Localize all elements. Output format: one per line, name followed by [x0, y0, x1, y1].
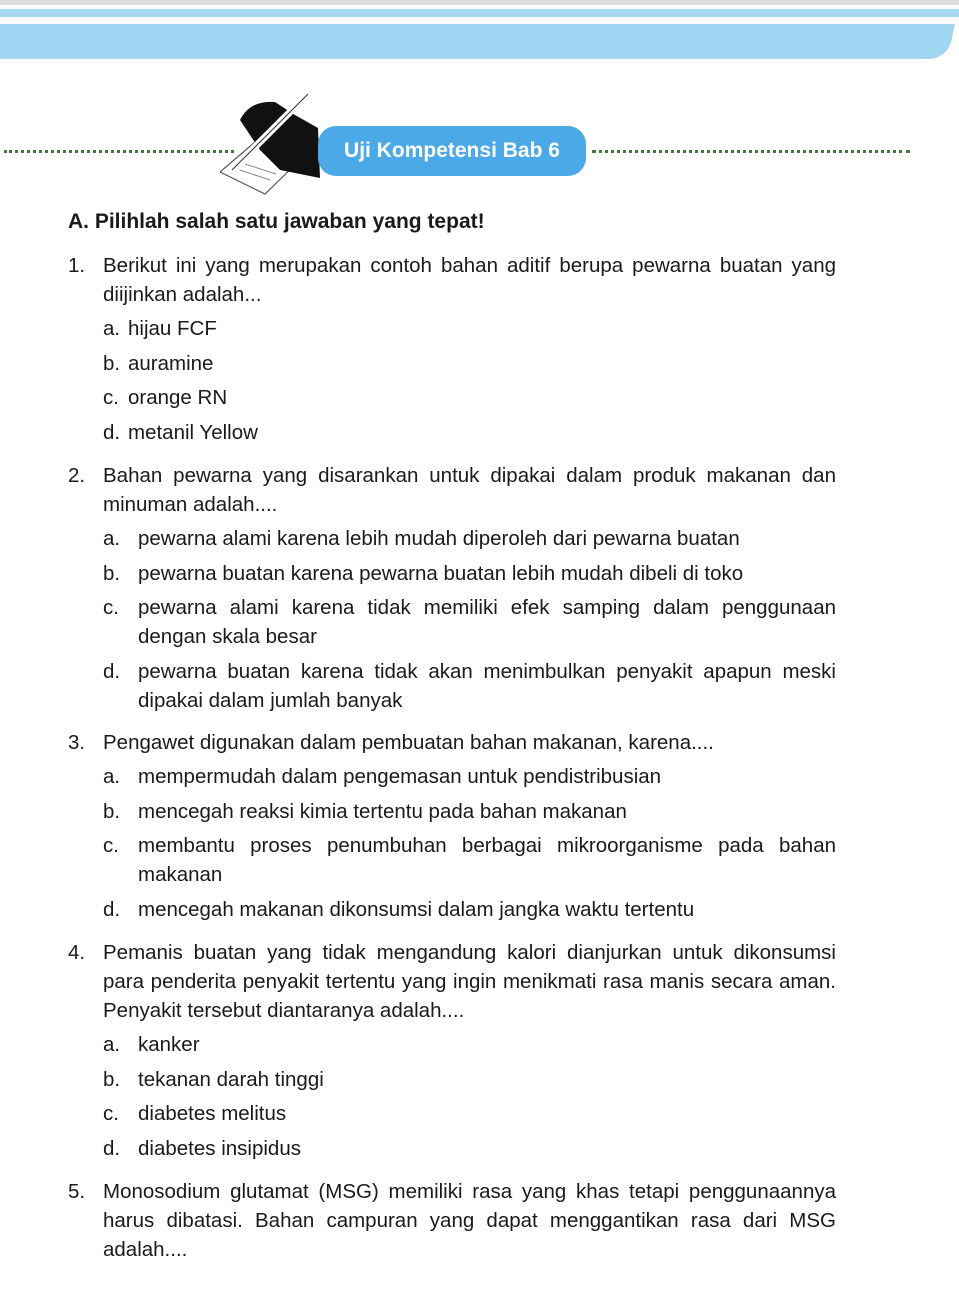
answer-option[interactable]	[103, 349, 836, 378]
question-4	[68, 938, 836, 1168]
hand-writing-icon	[220, 90, 330, 200]
section-heading: A. Pilihlah salah satu jawaban yang tepat!	[68, 210, 485, 233]
question-1	[68, 251, 836, 452]
dotted-divider-left	[4, 150, 234, 153]
question-text: Pemanis buatan yang tidak mengandung kalori dianjurkan untuk dikonsumsi para penderita penyakit tertentu yang ingin menikmati rasa manis secara aman. Penyakit tersebut diantaranya adalah....	[103, 941, 836, 1022]
option-text: mempermudah dalam pengemasan untuk pendistribusian	[138, 765, 662, 788]
answer-option[interactable]	[103, 657, 836, 715]
option-letter: d.	[103, 659, 121, 683]
question-number: 2.	[68, 464, 86, 487]
option-letter: b.	[103, 1067, 121, 1091]
dotted-divider-right	[592, 150, 910, 153]
answer-option[interactable]	[103, 524, 836, 553]
question-text: Monosodium glutamat (MSG) memiliki rasa yang khas tetapi penggunaannya harus dibatasi. Bahan campuran yang dapat menggantikan rasa dari MSG adalah....	[103, 1180, 836, 1261]
question-text: Bahan pewarna yang disarankan untuk dipakai dalam produk makanan dan minuman adalah....	[103, 464, 836, 516]
option-text: kanker	[138, 1033, 200, 1056]
option-letter: c.	[103, 596, 119, 619]
option-letter: b.	[103, 351, 121, 375]
answer-option[interactable]	[103, 797, 836, 826]
question-5	[68, 1177, 836, 1264]
option-text: pewarna buatan karena tidak akan menimbulkan penyakit apapun meski dipakai dalam jumlah banyak	[138, 659, 836, 712]
answer-option[interactable]	[103, 1065, 836, 1094]
option-text: membantu proses penumbuhan berbagai mikroorganisme pada bahan makanan	[138, 834, 836, 886]
answer-option[interactable]	[103, 1099, 836, 1128]
option-letter: a.	[103, 1033, 121, 1056]
option-text: pewarna alami karena lebih mudah diperoleh dari pewarna buatan	[138, 527, 740, 550]
question-number: 5.	[68, 1180, 86, 1203]
answer-option[interactable]	[103, 593, 836, 651]
question-2	[68, 461, 836, 720]
answer-option[interactable]	[103, 559, 836, 588]
answer-option[interactable]	[103, 1134, 836, 1163]
option-letter: c.	[103, 386, 119, 409]
option-text: diabetes melitus	[138, 1102, 287, 1125]
answer-option[interactable]	[103, 895, 836, 924]
top-edge	[0, 0, 959, 5]
header-band	[0, 24, 955, 59]
answer-option[interactable]	[103, 418, 836, 447]
header-stripe	[0, 9, 959, 17]
option-text: auramine	[128, 351, 214, 375]
option-text: metanil Yellow	[128, 420, 258, 444]
option-letter: d.	[103, 1136, 121, 1160]
question-text: Pengawet digunakan dalam pembuatan bahan makanan, karena....	[103, 731, 714, 754]
option-letter: d.	[103, 420, 121, 444]
option-letter: b.	[103, 799, 121, 823]
question-3	[68, 728, 836, 929]
option-letter: c.	[103, 1102, 119, 1125]
question-number: 1.	[68, 254, 86, 277]
option-text: pewarna buatan karena pewarna buatan lebih mudah dibeli di toko	[138, 561, 744, 585]
answer-option[interactable]	[103, 1030, 836, 1059]
chapter-title-badge: Uji Kompetensi Bab 6	[318, 126, 586, 176]
option-text: tekanan darah tinggi	[138, 1067, 324, 1091]
answer-option[interactable]	[103, 383, 836, 412]
option-text: hijau FCF	[128, 317, 217, 340]
option-letter: a.	[103, 527, 121, 550]
question-text: Berikut ini yang merupakan contoh bahan aditif berupa pewarna buatan yang diijinkan adalah...	[103, 254, 836, 306]
question-number: 4.	[68, 941, 86, 964]
option-letter: c.	[103, 834, 119, 857]
option-letter: d.	[103, 897, 121, 921]
option-text: diabetes insipidus	[138, 1136, 301, 1160]
option-letter: b.	[103, 561, 121, 585]
option-text: pewarna alami karena tidak memiliki efek samping dalam penggunaan dengan skala besar	[138, 596, 836, 648]
answer-option[interactable]	[103, 762, 836, 791]
option-letter: a.	[103, 317, 121, 340]
option-text: mencegah reaksi kimia tertentu pada bahan makanan	[138, 799, 627, 823]
option-text: mencegah makanan dikonsumsi dalam jangka waktu tertentu	[138, 897, 695, 921]
option-letter: a.	[103, 765, 121, 788]
answer-option[interactable]	[103, 314, 836, 343]
question-number: 3.	[68, 731, 86, 754]
answer-option[interactable]	[103, 831, 836, 889]
option-text: orange RN	[128, 386, 228, 409]
